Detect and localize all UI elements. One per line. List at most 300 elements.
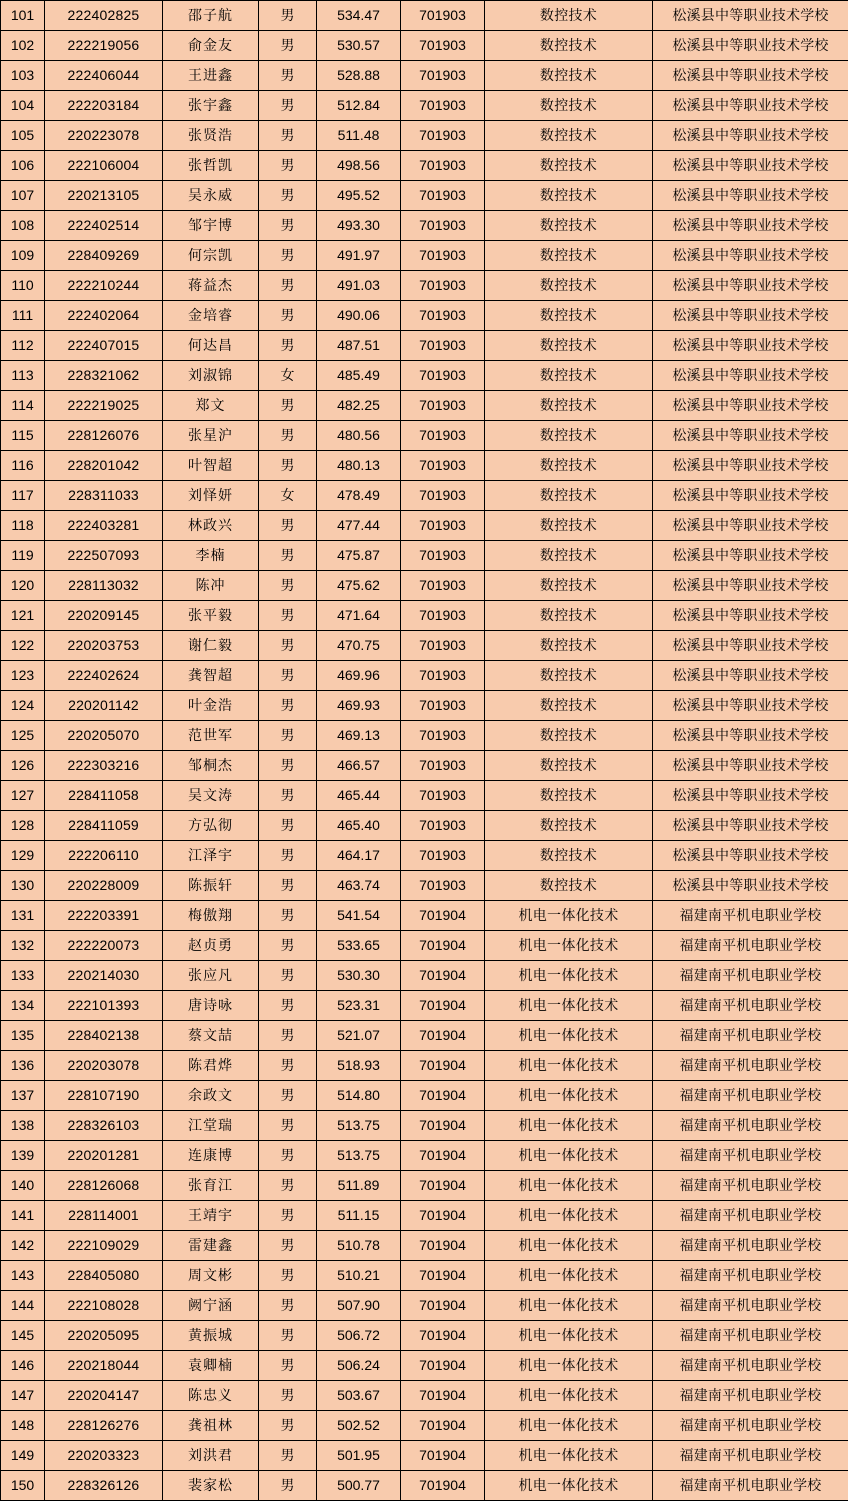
cell-school: 福建南平机电职业学校 — [653, 1441, 848, 1471]
cell-name: 赵贞勇 — [163, 931, 259, 961]
cell-rank: 107 — [1, 181, 45, 211]
table-row — [1, 841, 848, 871]
cell-gender: 男 — [259, 931, 317, 961]
cell-gender: 男 — [259, 121, 317, 151]
cell-rank: 140 — [1, 1171, 45, 1201]
cell-rank: 135 — [1, 1021, 45, 1051]
table-row — [1, 1111, 848, 1141]
cell-rank: 126 — [1, 751, 45, 781]
cell-school: 福建南平机电职业学校 — [653, 1051, 848, 1081]
cell-rank: 137 — [1, 1081, 45, 1111]
cell-code: 701904 — [401, 1171, 485, 1201]
table-row — [1, 331, 848, 361]
table-row — [1, 631, 848, 661]
cell-code: 701904 — [401, 1471, 485, 1501]
cell-name: 张星沪 — [163, 421, 259, 451]
cell-name: 江堂瑞 — [163, 1111, 259, 1141]
cell-rank: 149 — [1, 1441, 45, 1471]
cell-score: 512.84 — [317, 91, 401, 121]
cell-code: 701903 — [401, 811, 485, 841]
cell-rank: 115 — [1, 421, 45, 451]
cell-name: 江泽宇 — [163, 841, 259, 871]
cell-gender: 男 — [259, 1201, 317, 1231]
cell-gender: 男 — [259, 1231, 317, 1261]
cell-school: 福建南平机电职业学校 — [653, 1381, 848, 1411]
cell-score: 491.97 — [317, 241, 401, 271]
cell-school: 松溪县中等职业技术学校 — [653, 811, 848, 841]
cell-gender: 男 — [259, 781, 317, 811]
cell-rank: 131 — [1, 901, 45, 931]
cell-gender: 男 — [259, 991, 317, 1021]
cell-score: 465.40 — [317, 811, 401, 841]
cell-major: 数控技术 — [485, 601, 653, 631]
cell-gender: 男 — [259, 391, 317, 421]
table-row — [1, 721, 848, 751]
cell-gender: 男 — [259, 1321, 317, 1351]
cell-rank: 148 — [1, 1411, 45, 1441]
table-row — [1, 211, 848, 241]
cell-id: 220201281 — [45, 1141, 163, 1171]
cell-id: 220223078 — [45, 121, 163, 151]
cell-rank: 142 — [1, 1231, 45, 1261]
table-row — [1, 61, 848, 91]
cell-school: 福建南平机电职业学校 — [653, 1321, 848, 1351]
cell-score: 533.65 — [317, 931, 401, 961]
cell-school: 福建南平机电职业学校 — [653, 931, 848, 961]
cell-code: 701904 — [401, 1201, 485, 1231]
cell-school: 福建南平机电职业学校 — [653, 1261, 848, 1291]
cell-gender: 男 — [259, 841, 317, 871]
cell-school: 松溪县中等职业技术学校 — [653, 121, 848, 151]
cell-rank: 109 — [1, 241, 45, 271]
cell-name: 刘怿妍 — [163, 481, 259, 511]
cell-school: 松溪县中等职业技术学校 — [653, 601, 848, 631]
table-row — [1, 751, 848, 781]
cell-major: 数控技术 — [485, 511, 653, 541]
cell-school: 福建南平机电职业学校 — [653, 961, 848, 991]
cell-name: 金培睿 — [163, 301, 259, 331]
cell-code: 701904 — [401, 1321, 485, 1351]
cell-id: 222407015 — [45, 331, 163, 361]
cell-rank: 139 — [1, 1141, 45, 1171]
cell-gender: 男 — [259, 31, 317, 61]
cell-rank: 112 — [1, 331, 45, 361]
table-row — [1, 271, 848, 301]
cell-school: 松溪县中等职业技术学校 — [653, 151, 848, 181]
cell-code: 701904 — [401, 1381, 485, 1411]
table-row — [1, 1, 848, 31]
cell-code: 701903 — [401, 601, 485, 631]
table-row — [1, 241, 848, 271]
cell-name: 雷建鑫 — [163, 1231, 259, 1261]
cell-id: 222219056 — [45, 31, 163, 61]
cell-gender: 男 — [259, 1171, 317, 1201]
cell-gender: 男 — [259, 151, 317, 181]
cell-major: 数控技术 — [485, 451, 653, 481]
table-row — [1, 571, 848, 601]
cell-code: 701904 — [401, 1081, 485, 1111]
cell-score: 521.07 — [317, 1021, 401, 1051]
cell-name: 连康博 — [163, 1141, 259, 1171]
cell-rank: 147 — [1, 1381, 45, 1411]
table-row — [1, 1291, 848, 1321]
cell-school: 福建南平机电职业学校 — [653, 1111, 848, 1141]
cell-rank: 108 — [1, 211, 45, 241]
cell-major: 机电一体化技术 — [485, 1171, 653, 1201]
cell-id: 220203078 — [45, 1051, 163, 1081]
cell-major: 数控技术 — [485, 811, 653, 841]
table-row — [1, 781, 848, 811]
cell-gender: 男 — [259, 1441, 317, 1471]
cell-rank: 125 — [1, 721, 45, 751]
cell-school: 松溪县中等职业技术学校 — [653, 271, 848, 301]
cell-rank: 106 — [1, 151, 45, 181]
cell-code: 701903 — [401, 481, 485, 511]
cell-code: 701904 — [401, 1411, 485, 1441]
cell-major: 数控技术 — [485, 721, 653, 751]
cell-score: 502.52 — [317, 1411, 401, 1441]
cell-rank: 103 — [1, 61, 45, 91]
cell-major: 机电一体化技术 — [485, 1471, 653, 1501]
cell-school: 福建南平机电职业学校 — [653, 991, 848, 1021]
table-row — [1, 931, 848, 961]
cell-id: 228126068 — [45, 1171, 163, 1201]
cell-major: 数控技术 — [485, 631, 653, 661]
cell-school: 松溪县中等职业技术学校 — [653, 781, 848, 811]
cell-school: 福建南平机电职业学校 — [653, 1231, 848, 1261]
cell-id: 222101393 — [45, 991, 163, 1021]
cell-id: 222109029 — [45, 1231, 163, 1261]
cell-major: 机电一体化技术 — [485, 1441, 653, 1471]
cell-school: 福建南平机电职业学校 — [653, 901, 848, 931]
cell-school: 松溪县中等职业技术学校 — [653, 631, 848, 661]
cell-school: 福建南平机电职业学校 — [653, 1351, 848, 1381]
cell-score: 469.93 — [317, 691, 401, 721]
cell-code: 701903 — [401, 241, 485, 271]
cell-name: 方弘彻 — [163, 811, 259, 841]
cell-name: 余政文 — [163, 1081, 259, 1111]
cell-code: 701904 — [401, 1141, 485, 1171]
cell-id: 228326126 — [45, 1471, 163, 1501]
cell-name: 王靖宇 — [163, 1201, 259, 1231]
cell-score: 523.31 — [317, 991, 401, 1021]
cell-id: 220209145 — [45, 601, 163, 631]
cell-name: 张育江 — [163, 1171, 259, 1201]
cell-gender: 男 — [259, 301, 317, 331]
cell-school: 福建南平机电职业学校 — [653, 1171, 848, 1201]
cell-score: 510.21 — [317, 1261, 401, 1291]
cell-rank: 102 — [1, 31, 45, 61]
cell-code: 701903 — [401, 181, 485, 211]
cell-gender: 男 — [259, 541, 317, 571]
cell-rank: 124 — [1, 691, 45, 721]
table-row — [1, 1411, 848, 1441]
cell-major: 机电一体化技术 — [485, 1141, 653, 1171]
cell-code: 701904 — [401, 961, 485, 991]
cell-school: 松溪县中等职业技术学校 — [653, 181, 848, 211]
table-row — [1, 511, 848, 541]
cell-score: 514.80 — [317, 1081, 401, 1111]
cell-id: 228311033 — [45, 481, 163, 511]
cell-name: 袁卿楠 — [163, 1351, 259, 1381]
cell-school: 松溪县中等职业技术学校 — [653, 871, 848, 901]
table-row — [1, 1051, 848, 1081]
cell-major: 数控技术 — [485, 151, 653, 181]
cell-rank: 110 — [1, 271, 45, 301]
cell-rank: 134 — [1, 991, 45, 1021]
cell-major: 机电一体化技术 — [485, 1261, 653, 1291]
cell-rank: 113 — [1, 361, 45, 391]
cell-major: 机电一体化技术 — [485, 1111, 653, 1141]
cell-name: 梅傲翔 — [163, 901, 259, 931]
cell-rank: 133 — [1, 961, 45, 991]
cell-major: 数控技术 — [485, 181, 653, 211]
cell-score: 480.13 — [317, 451, 401, 481]
cell-id: 228411058 — [45, 781, 163, 811]
cell-code: 701903 — [401, 31, 485, 61]
cell-code: 701903 — [401, 721, 485, 751]
cell-school: 松溪县中等职业技术学校 — [653, 481, 848, 511]
cell-name: 何达昌 — [163, 331, 259, 361]
cell-major: 数控技术 — [485, 871, 653, 901]
cell-id: 220204147 — [45, 1381, 163, 1411]
cell-school: 松溪县中等职业技术学校 — [653, 241, 848, 271]
cell-gender: 男 — [259, 901, 317, 931]
cell-id: 222402624 — [45, 661, 163, 691]
cell-major: 数控技术 — [485, 481, 653, 511]
cell-school: 松溪县中等职业技术学校 — [653, 571, 848, 601]
cell-major: 机电一体化技术 — [485, 1051, 653, 1081]
cell-rank: 129 — [1, 841, 45, 871]
cell-id: 228411059 — [45, 811, 163, 841]
cell-code: 701903 — [401, 691, 485, 721]
cell-gender: 男 — [259, 721, 317, 751]
table-row — [1, 481, 848, 511]
cell-code: 701904 — [401, 1051, 485, 1081]
table-row — [1, 1081, 848, 1111]
cell-id: 222203184 — [45, 91, 163, 121]
cell-school: 福建南平机电职业学校 — [653, 1201, 848, 1231]
cell-code: 701903 — [401, 331, 485, 361]
cell-gender: 男 — [259, 751, 317, 781]
cell-score: 480.56 — [317, 421, 401, 451]
cell-name: 邹宇博 — [163, 211, 259, 241]
cell-code: 701903 — [401, 661, 485, 691]
cell-major: 机电一体化技术 — [485, 1411, 653, 1441]
cell-code: 701903 — [401, 451, 485, 481]
table-row — [1, 961, 848, 991]
table-row — [1, 1141, 848, 1171]
cell-major: 数控技术 — [485, 571, 653, 601]
cell-rank: 117 — [1, 481, 45, 511]
cell-gender: 女 — [259, 361, 317, 391]
cell-major: 数控技术 — [485, 1, 653, 31]
cell-code: 701903 — [401, 751, 485, 781]
cell-score: 465.44 — [317, 781, 401, 811]
cell-name: 吴永威 — [163, 181, 259, 211]
cell-id: 220213105 — [45, 181, 163, 211]
cell-major: 机电一体化技术 — [485, 931, 653, 961]
cell-rank: 143 — [1, 1261, 45, 1291]
cell-code: 701903 — [401, 391, 485, 421]
cell-major: 数控技术 — [485, 91, 653, 121]
cell-id: 220218044 — [45, 1351, 163, 1381]
cell-code: 701903 — [401, 211, 485, 241]
cell-name: 郑文 — [163, 391, 259, 421]
cell-id: 228326103 — [45, 1111, 163, 1141]
cell-gender: 男 — [259, 1291, 317, 1321]
cell-gender: 男 — [259, 1351, 317, 1381]
cell-major: 机电一体化技术 — [485, 1291, 653, 1321]
cell-code: 701903 — [401, 271, 485, 301]
cell-code: 701903 — [401, 631, 485, 661]
cell-major: 机电一体化技术 — [485, 1081, 653, 1111]
cell-id: 220201142 — [45, 691, 163, 721]
cell-gender: 男 — [259, 1021, 317, 1051]
cell-name: 裴家松 — [163, 1471, 259, 1501]
cell-school: 松溪县中等职业技术学校 — [653, 391, 848, 421]
cell-gender: 男 — [259, 1411, 317, 1441]
cell-major: 机电一体化技术 — [485, 1321, 653, 1351]
cell-school: 松溪县中等职业技术学校 — [653, 451, 848, 481]
cell-major: 机电一体化技术 — [485, 1381, 653, 1411]
cell-code: 701903 — [401, 301, 485, 331]
cell-score: 470.75 — [317, 631, 401, 661]
cell-gender: 男 — [259, 511, 317, 541]
cell-id: 222108028 — [45, 1291, 163, 1321]
cell-score: 501.95 — [317, 1441, 401, 1471]
cell-gender: 男 — [259, 691, 317, 721]
cell-score: 518.93 — [317, 1051, 401, 1081]
cell-gender: 男 — [259, 961, 317, 991]
cell-code: 701903 — [401, 841, 485, 871]
cell-school: 福建南平机电职业学校 — [653, 1141, 848, 1171]
cell-school: 福建南平机电职业学校 — [653, 1291, 848, 1321]
cell-gender: 男 — [259, 451, 317, 481]
cell-code: 701903 — [401, 421, 485, 451]
cell-gender: 男 — [259, 871, 317, 901]
cell-gender: 男 — [259, 181, 317, 211]
cell-name: 叶智超 — [163, 451, 259, 481]
cell-rank: 150 — [1, 1471, 45, 1501]
cell-score: 475.62 — [317, 571, 401, 601]
table-row — [1, 1231, 848, 1261]
cell-school: 松溪县中等职业技术学校 — [653, 751, 848, 781]
cell-gender: 男 — [259, 1381, 317, 1411]
cell-rank: 130 — [1, 871, 45, 901]
cell-school: 松溪县中等职业技术学校 — [653, 421, 848, 451]
cell-major: 数控技术 — [485, 541, 653, 571]
cell-id: 228402138 — [45, 1021, 163, 1051]
cell-rank: 116 — [1, 451, 45, 481]
cell-id: 228126276 — [45, 1411, 163, 1441]
cell-school: 松溪县中等职业技术学校 — [653, 721, 848, 751]
cell-score: 490.06 — [317, 301, 401, 331]
cell-code: 701904 — [401, 991, 485, 1021]
cell-name: 吴文涛 — [163, 781, 259, 811]
cell-gender: 男 — [259, 601, 317, 631]
cell-score: 491.03 — [317, 271, 401, 301]
cell-major: 机电一体化技术 — [485, 1021, 653, 1051]
cell-score: 513.75 — [317, 1141, 401, 1171]
cell-school: 松溪县中等职业技术学校 — [653, 361, 848, 391]
cell-name: 刘淑锦 — [163, 361, 259, 391]
table-row — [1, 991, 848, 1021]
cell-id: 222402514 — [45, 211, 163, 241]
cell-gender: 男 — [259, 571, 317, 601]
cell-code: 701904 — [401, 1441, 485, 1471]
cell-code: 701903 — [401, 571, 485, 601]
cell-rank: 141 — [1, 1201, 45, 1231]
cell-major: 数控技术 — [485, 691, 653, 721]
cell-school: 松溪县中等职业技术学校 — [653, 31, 848, 61]
table-row — [1, 301, 848, 331]
table-row — [1, 661, 848, 691]
cell-school: 松溪县中等职业技术学校 — [653, 691, 848, 721]
cell-code: 701903 — [401, 541, 485, 571]
table-row — [1, 1471, 848, 1501]
cell-score: 506.24 — [317, 1351, 401, 1381]
cell-name: 张哲凯 — [163, 151, 259, 181]
table-row — [1, 901, 848, 931]
cell-name: 张应凡 — [163, 961, 259, 991]
table-row — [1, 361, 848, 391]
table-row — [1, 811, 848, 841]
cell-gender: 男 — [259, 421, 317, 451]
table-body — [1, 1, 848, 1501]
cell-id: 228321062 — [45, 361, 163, 391]
cell-code: 701903 — [401, 361, 485, 391]
cell-rank: 144 — [1, 1291, 45, 1321]
cell-rank: 136 — [1, 1051, 45, 1081]
cell-code: 701904 — [401, 1291, 485, 1321]
cell-gender: 男 — [259, 1051, 317, 1081]
cell-score: 469.13 — [317, 721, 401, 751]
cell-name: 张贤浩 — [163, 121, 259, 151]
cell-score: 469.96 — [317, 661, 401, 691]
table-row — [1, 1321, 848, 1351]
cell-score: 506.72 — [317, 1321, 401, 1351]
cell-id: 222219025 — [45, 391, 163, 421]
cell-major: 数控技术 — [485, 391, 653, 421]
cell-id: 228114001 — [45, 1201, 163, 1231]
cell-id: 222220073 — [45, 931, 163, 961]
cell-id: 220203753 — [45, 631, 163, 661]
cell-name: 周文彬 — [163, 1261, 259, 1291]
cell-score: 495.52 — [317, 181, 401, 211]
cell-gender: 男 — [259, 1081, 317, 1111]
cell-rank: 132 — [1, 931, 45, 961]
cell-gender: 男 — [259, 91, 317, 121]
cell-school: 松溪县中等职业技术学校 — [653, 511, 848, 541]
cell-name: 邵子航 — [163, 1, 259, 31]
cell-code: 701904 — [401, 1021, 485, 1051]
cell-code: 701904 — [401, 1351, 485, 1381]
cell-rank: 127 — [1, 781, 45, 811]
cell-id: 228409269 — [45, 241, 163, 271]
cell-rank: 114 — [1, 391, 45, 421]
cell-name: 阙宁涵 — [163, 1291, 259, 1321]
cell-name: 叶金浩 — [163, 691, 259, 721]
cell-major: 数控技术 — [485, 31, 653, 61]
cell-gender: 女 — [259, 481, 317, 511]
cell-id: 220214030 — [45, 961, 163, 991]
cell-name: 林政兴 — [163, 511, 259, 541]
cell-gender: 男 — [259, 811, 317, 841]
cell-rank: 145 — [1, 1321, 45, 1351]
cell-score: 471.64 — [317, 601, 401, 631]
cell-id: 222402825 — [45, 1, 163, 31]
